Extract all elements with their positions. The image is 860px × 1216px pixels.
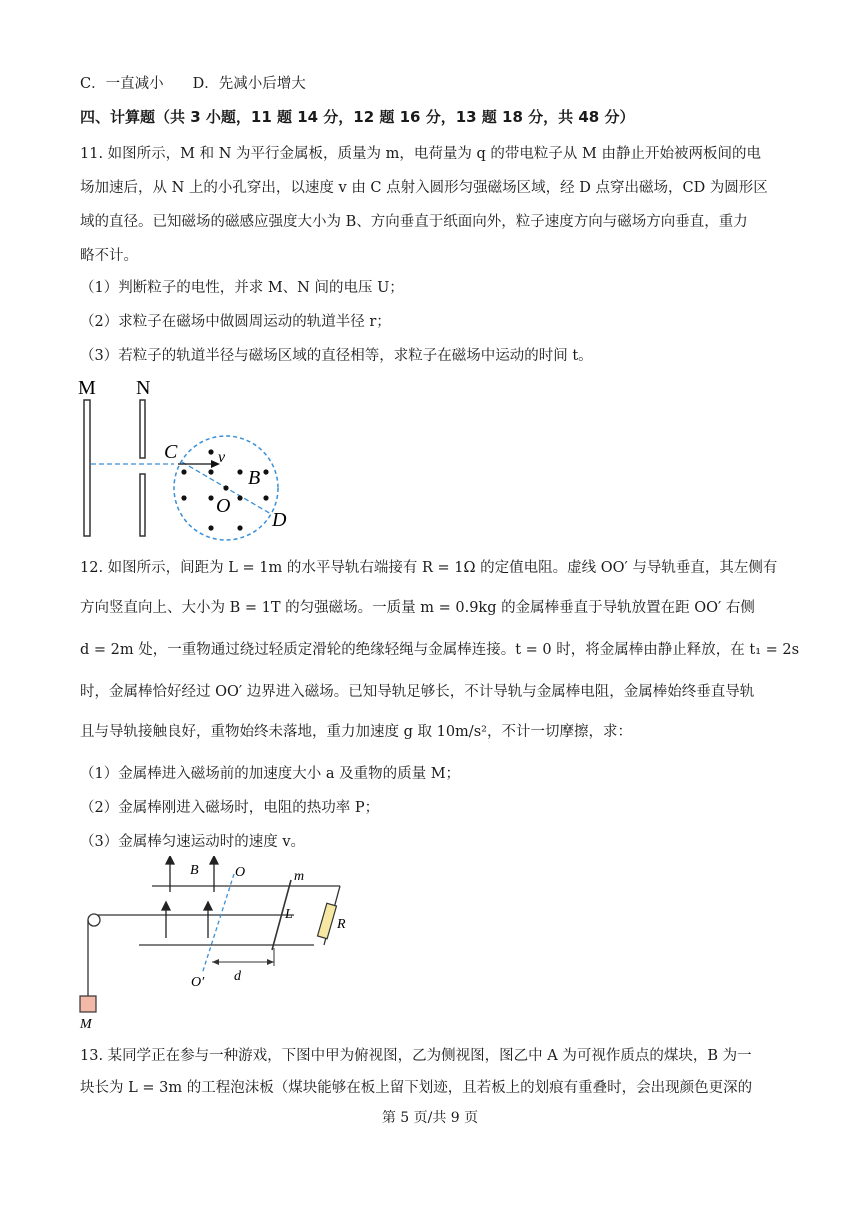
label-o-prime: O′	[191, 975, 205, 990]
q11-sub-1: （1）判断粒子的电性，并求 M、N 间的电压 U；	[80, 280, 404, 296]
resistor	[318, 903, 337, 938]
label-o-top: O	[235, 865, 246, 880]
q12-sub-2: （2）金属棒刚进入磁场时，电阻的热功率 P；	[80, 800, 380, 816]
weight-block	[80, 996, 96, 1012]
q12-line-4: 时，金属棒恰好经过 OO′ 边界进入磁场。已知导轨足够长，不计导轨与金属棒电阻，金属棒始终垂直导轨	[80, 684, 755, 700]
section-heading: 四、计算题（共 3 小题，11 题 14 分，12 题 16 分，13 题 18 分，共 48 分）	[80, 108, 635, 126]
q11-line-3: 域的直径。已知磁场的磁感应强度大小为 B、方向垂直于纸面向外，粒子速度方向与磁场方向垂直，重力	[80, 214, 748, 230]
q11-sub-3: （3）若粒子的轨道半径与磁场区域的直径相等，求粒子在磁场中运动的时间 t。	[80, 348, 593, 364]
label-c: C	[164, 441, 178, 463]
q12-line-2: 方向竖直向上、大小为 B = 1T 的匀强磁场。一质量 m = 0.9kg 的金属棒垂直于导轨放置在距 OO′ 右侧	[80, 600, 755, 616]
q12-line-3: d = 2m 处，一重物通过绕过轻质定滑轮的绝缘轻绳与金属棒连接。t = 0 时，将金属棒由静止释放，在 t₁ = 2s	[80, 642, 800, 658]
label-m: M	[78, 377, 96, 399]
label-r: R	[337, 917, 346, 932]
q12-figure	[74, 856, 374, 1036]
q12-line-5: 且与导轨接触良好，重物始终未落地，重力加速度 g 取 10m/s²，不计一切摩擦，求：	[80, 724, 632, 740]
q13-line-1: 13. 某同学正在参与一种游戏，下图中甲为俯视图，乙为侧视图，图乙中 A 为可视作质点的煤块，B 为一	[80, 1048, 752, 1064]
label-n: N	[136, 377, 151, 399]
q11-sub-2: （2）求粒子在磁场中做圆周运动的轨道半径 r；	[80, 314, 391, 330]
q11-line-4: 略不计。	[80, 248, 138, 264]
dimension-d-arrow-right	[267, 959, 274, 965]
label-d: D	[272, 509, 287, 531]
q12-line-1: 12. 如图所示，间距为 L = 1m 的水平导轨右端接有 R = 1Ω 的定值电阻。虚线 OO′ 与导轨垂直，其左侧有	[80, 560, 778, 576]
pulley	[88, 914, 100, 926]
q12-sub-1: （1）金属棒进入磁场前的加速度大小 a 及重物的质量 M；	[80, 766, 461, 782]
label-d: d	[234, 969, 241, 984]
label-v: v	[218, 449, 226, 466]
label-b-field: B	[190, 863, 199, 878]
plate-n-lower	[140, 474, 145, 536]
label-m-weight: M	[80, 1017, 92, 1032]
plate-n-upper	[140, 400, 145, 458]
question-options: C．一直减小 D．先减小后增大	[80, 76, 306, 92]
boundary-oo	[202, 874, 234, 974]
plate-m	[84, 400, 90, 536]
q11-figure	[74, 374, 314, 544]
label-o: O	[216, 495, 231, 517]
q13-line-2: 块长为 L = 3m 的工程泡沫板（煤块能够在板上留下划迹，且若板上的划痕有重叠时，会出现颜色更深的	[80, 1080, 753, 1096]
label-l: L	[285, 907, 293, 922]
page-footer: 第 5 页/共 9 页	[381, 1110, 479, 1126]
q11-line-2: 场加速后，从 N 上的小孔穿出，以速度 v 由 C 点射入圆形匀强磁场区域，经 D 点穿出磁场，CD 为圆形区	[80, 180, 768, 196]
label-m-rod: m	[294, 869, 305, 884]
q12-sub-3: （3）金属棒匀速运动时的速度 v。	[80, 834, 306, 850]
q11-line-1: 11. 如图所示，M 和 N 为平行金属板，质量为 m，电荷量为 q 的带电粒子从 M 由静止开始被两板间的电	[80, 146, 761, 162]
label-b: B	[248, 467, 261, 489]
dimension-d-arrow-left	[212, 959, 219, 965]
